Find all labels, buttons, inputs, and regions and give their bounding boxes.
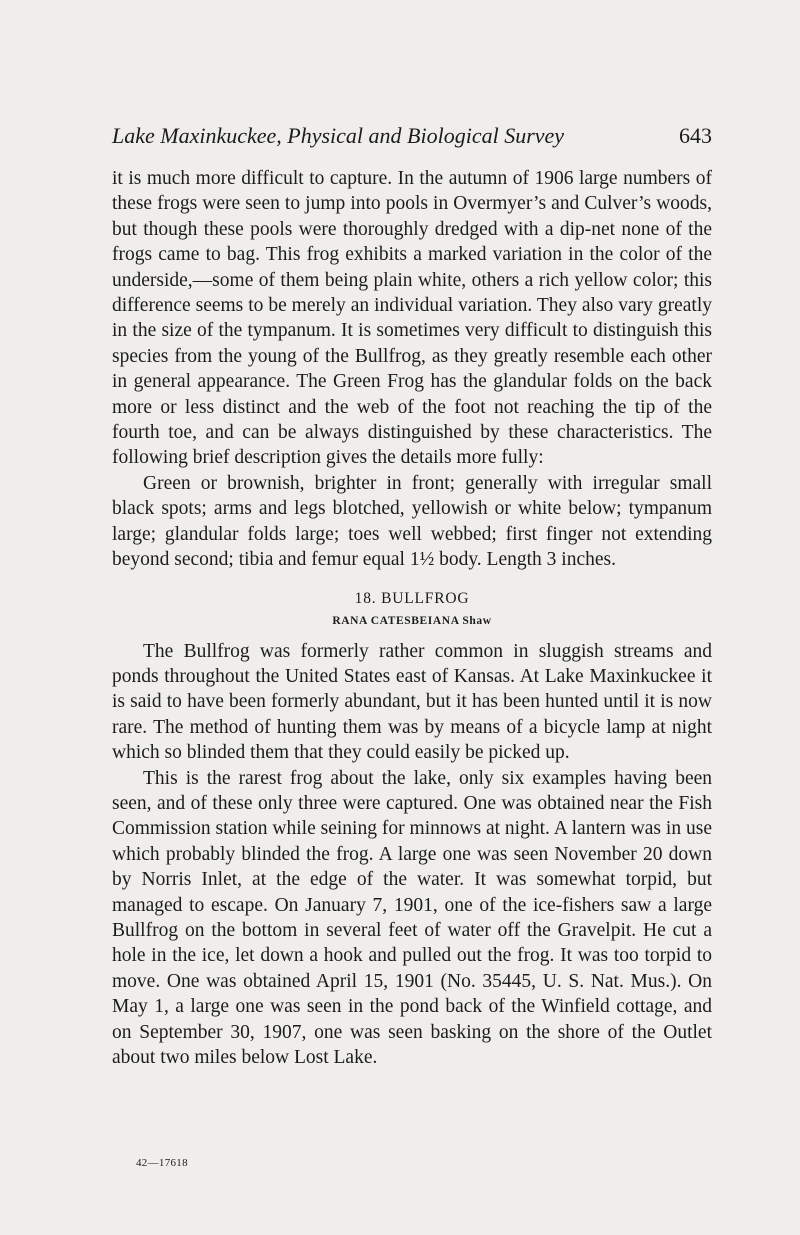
page-number: 643	[679, 123, 712, 148]
body-text	[112, 166, 712, 1070]
printer-signature-mark: 42—17618	[136, 1157, 188, 1169]
section-heading: 18. BULLFROG	[354, 589, 470, 607]
running-title: Lake Maxinkuckee, Physical and Biological Survey	[112, 123, 565, 148]
paragraph-bullfrog-records: This is the rarest frog about the lake, only six examples having been seen, and of these only three were captured. One was obtained near the Fish Commission station while seining for minnows at night. A lantern was in use which probably blinded the frog. A large one was seen November 20 down by Norris Inlet, at the edge of the water. It was somewhat torpid, but managed to escape. On January 7, 1901, one of the ice-fishers saw a large Bullfrog on the bottom in several feet of water off the Gravelpit. He cut a hole in the ice, let down a hook and pulled out the frog. It was too torpid to move. One was obtained April 15, 1901 (No. 35445, U. S. Nat. Mus.). On May 1, a large one was seen in the pond back of the Winfield cottage, and on September 30, 1907, one was seen basking on the shore of the Outlet about two miles below Lost Lake.	[112, 767, 712, 1068]
paragraph-bullfrog-range: The Bullfrog was formerly rather common in sluggish streams and ponds throughout the United States east of Kansas. At Lake Maxinkuckee it is said to have been formerly abundant, but it has been hunted until it is now rare. The method of hunting them was by means of a bicycle lamp at night which so blinded them that they could easily be picked up.	[112, 640, 712, 764]
paragraph-description: Green or brownish, brighter in front; generally with irregular small black spots; arms and legs blotched, yellowish or white below; tympanum large; glandular folds large; toes well webbed; first finger not extending beyond second; tibia and femur equal 1½ body. Length 3 inches.	[112, 472, 712, 571]
book-page	[112, 0, 712, 1235]
species-name: RANA CATESBEIANA Shaw	[332, 614, 492, 627]
running-head	[112, 123, 712, 153]
paragraph-continued: it is much more difficult to capture. In the autumn of 1906 large numbers of these frogs were seen to jump into pools in Overmyer’s and Culver’s woods, but though these pools were thoroughly dredged with a dip-net none of the frogs came to bag. This frog exhibits a marked variation in the color of the underside,—some of them being plain white, others a rich yellow color; this difference seems to be merely an individual variation. They also vary greatly in the size of the tympanum. It is sometimes very difficult to distinguish this species from the young of the Bullfrog, as they greatly resemble each other in general appearance. The Green Frog has the glandular folds on the back more or less distinct and the web of the foot not reaching the tip of the fourth toe, and can be always distinguished by these characteristics. The following brief description gives the details more fully:	[112, 168, 712, 469]
